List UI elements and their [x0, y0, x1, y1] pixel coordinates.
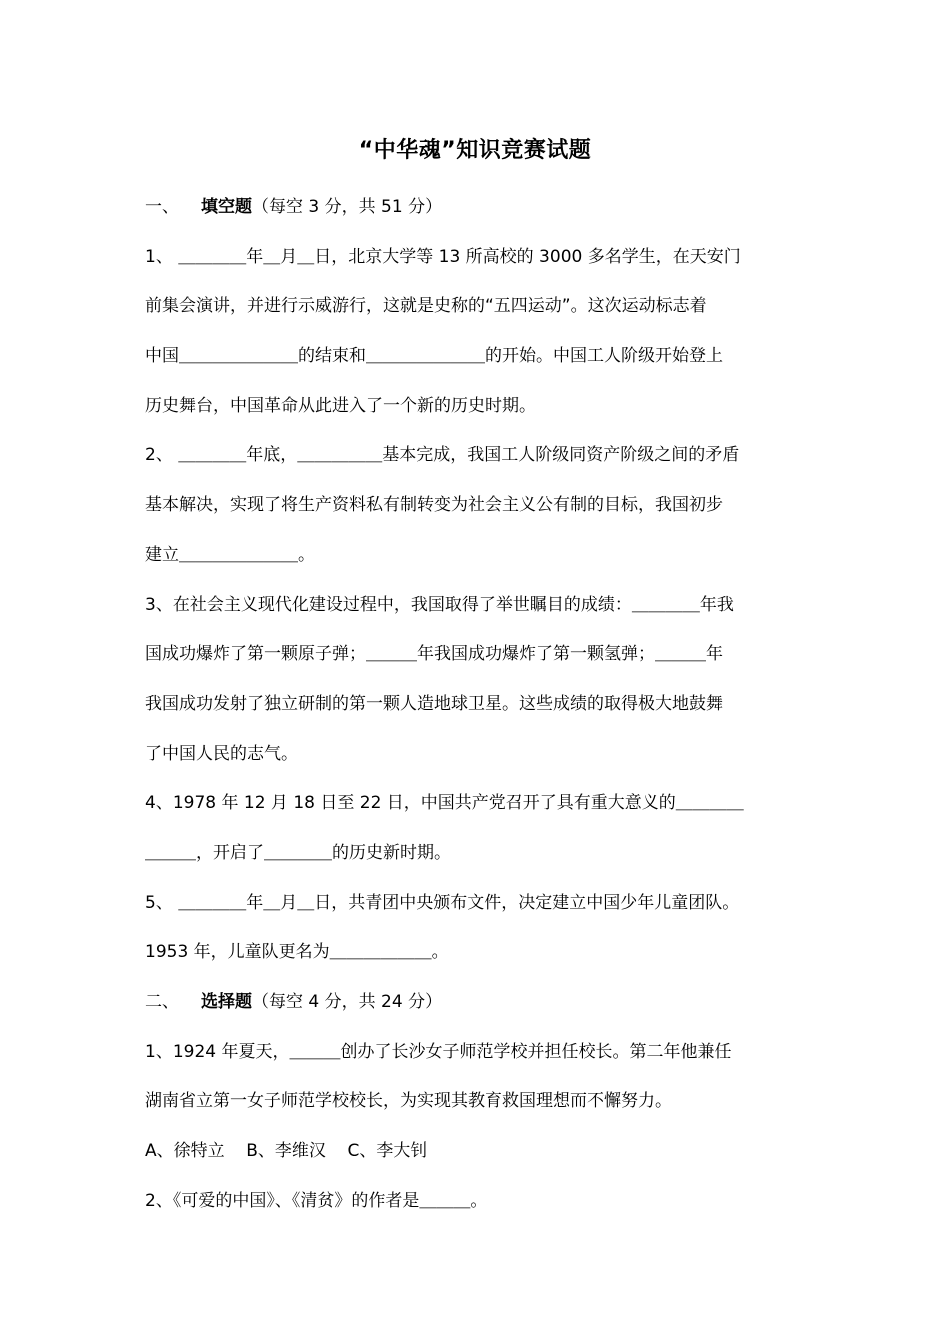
question-line: 5、 ＿＿＿＿年＿月＿日，共青团中央颁布文件，决定建立中国少年儿童团队。: [145, 892, 740, 913]
section-score-note: （每空 3 分，共 51 分）: [252, 197, 443, 217]
question-line: 了中国人民的志气。: [145, 743, 298, 764]
question-line: 中国＿＿＿＿＿＿＿的结束和＿＿＿＿＿＿＿的开始。中国工人阶级开始登上: [145, 346, 723, 367]
section-score-note: （每空 4 分，共 24 分）: [252, 992, 443, 1012]
section-heading-multiple-choice: [145, 978, 815, 1028]
question-line: 建立＿＿＿＿＿＿＿。: [145, 544, 315, 565]
document-body: [145, 183, 815, 1226]
question-line: 2、《可爱的中国》、《清贫》的作者是＿＿＿。: [145, 1190, 488, 1211]
question-line: 1、1924 年夏天，＿＿＿创办了长沙女子师范学校并担任校长。第二年他兼任: [145, 1041, 732, 1062]
question-line: 前集会演讲，并进行示威游行，这就是史称的“五四运动”。这次运动标志着: [145, 296, 707, 317]
section-heading-fill-blank: [145, 183, 815, 233]
question-line: 4、1978 年 12 月 18 日至 22 日，中国共产党召开了具有重大意义的＿＿＿＿: [145, 793, 744, 814]
section-name: 填空题: [201, 197, 252, 217]
question-line: 历史舞台，中国革命从此进入了一个新的历史时期。: [145, 395, 536, 416]
question-line: 国成功爆炸了第一颗原子弹；＿＿＿年我国成功爆炸了第一颗氢弹；＿＿＿年: [145, 644, 723, 665]
page-title: “中华魂”知识竞赛试题: [358, 138, 592, 163]
question-line: ＿＿＿，开启了＿＿＿＿的历史新时期。: [145, 842, 451, 863]
section-name: 选择题: [201, 992, 252, 1012]
section-number: 一、: [145, 197, 179, 217]
answer-options: A、徐特立 B、李维汉 C、李大钊: [145, 1141, 428, 1162]
question-line: 湖南省立第一女子师范学校校长，为实现其教育救国理想而不懈努力。: [145, 1091, 672, 1112]
question-line: 1953 年，儿童队更名为＿＿＿＿＿＿。: [145, 942, 449, 963]
question-line: 1、 ＿＿＿＿年＿月＿日，北京大学等 13 所高校的 3000 多名学生，在天安门: [145, 246, 741, 267]
question-line: 我国成功发射了独立研制的第一颗人造地球卫星。这些成绩的取得极大地鼓舞: [145, 693, 723, 714]
question-line: 基本解决，实现了将生产资料私有制转变为社会主义公有制的目标，我国初步: [145, 495, 723, 516]
question-line: 3、在社会主义现代化建设过程中，我国取得了举世瞩目的成绩：＿＿＿＿年我: [145, 594, 734, 615]
question-line: 2、 ＿＿＿＿年底，＿＿＿＿＿基本完成，我国工人阶级同资产阶级之间的矛盾: [145, 445, 740, 466]
section-number: 二、: [145, 992, 179, 1012]
